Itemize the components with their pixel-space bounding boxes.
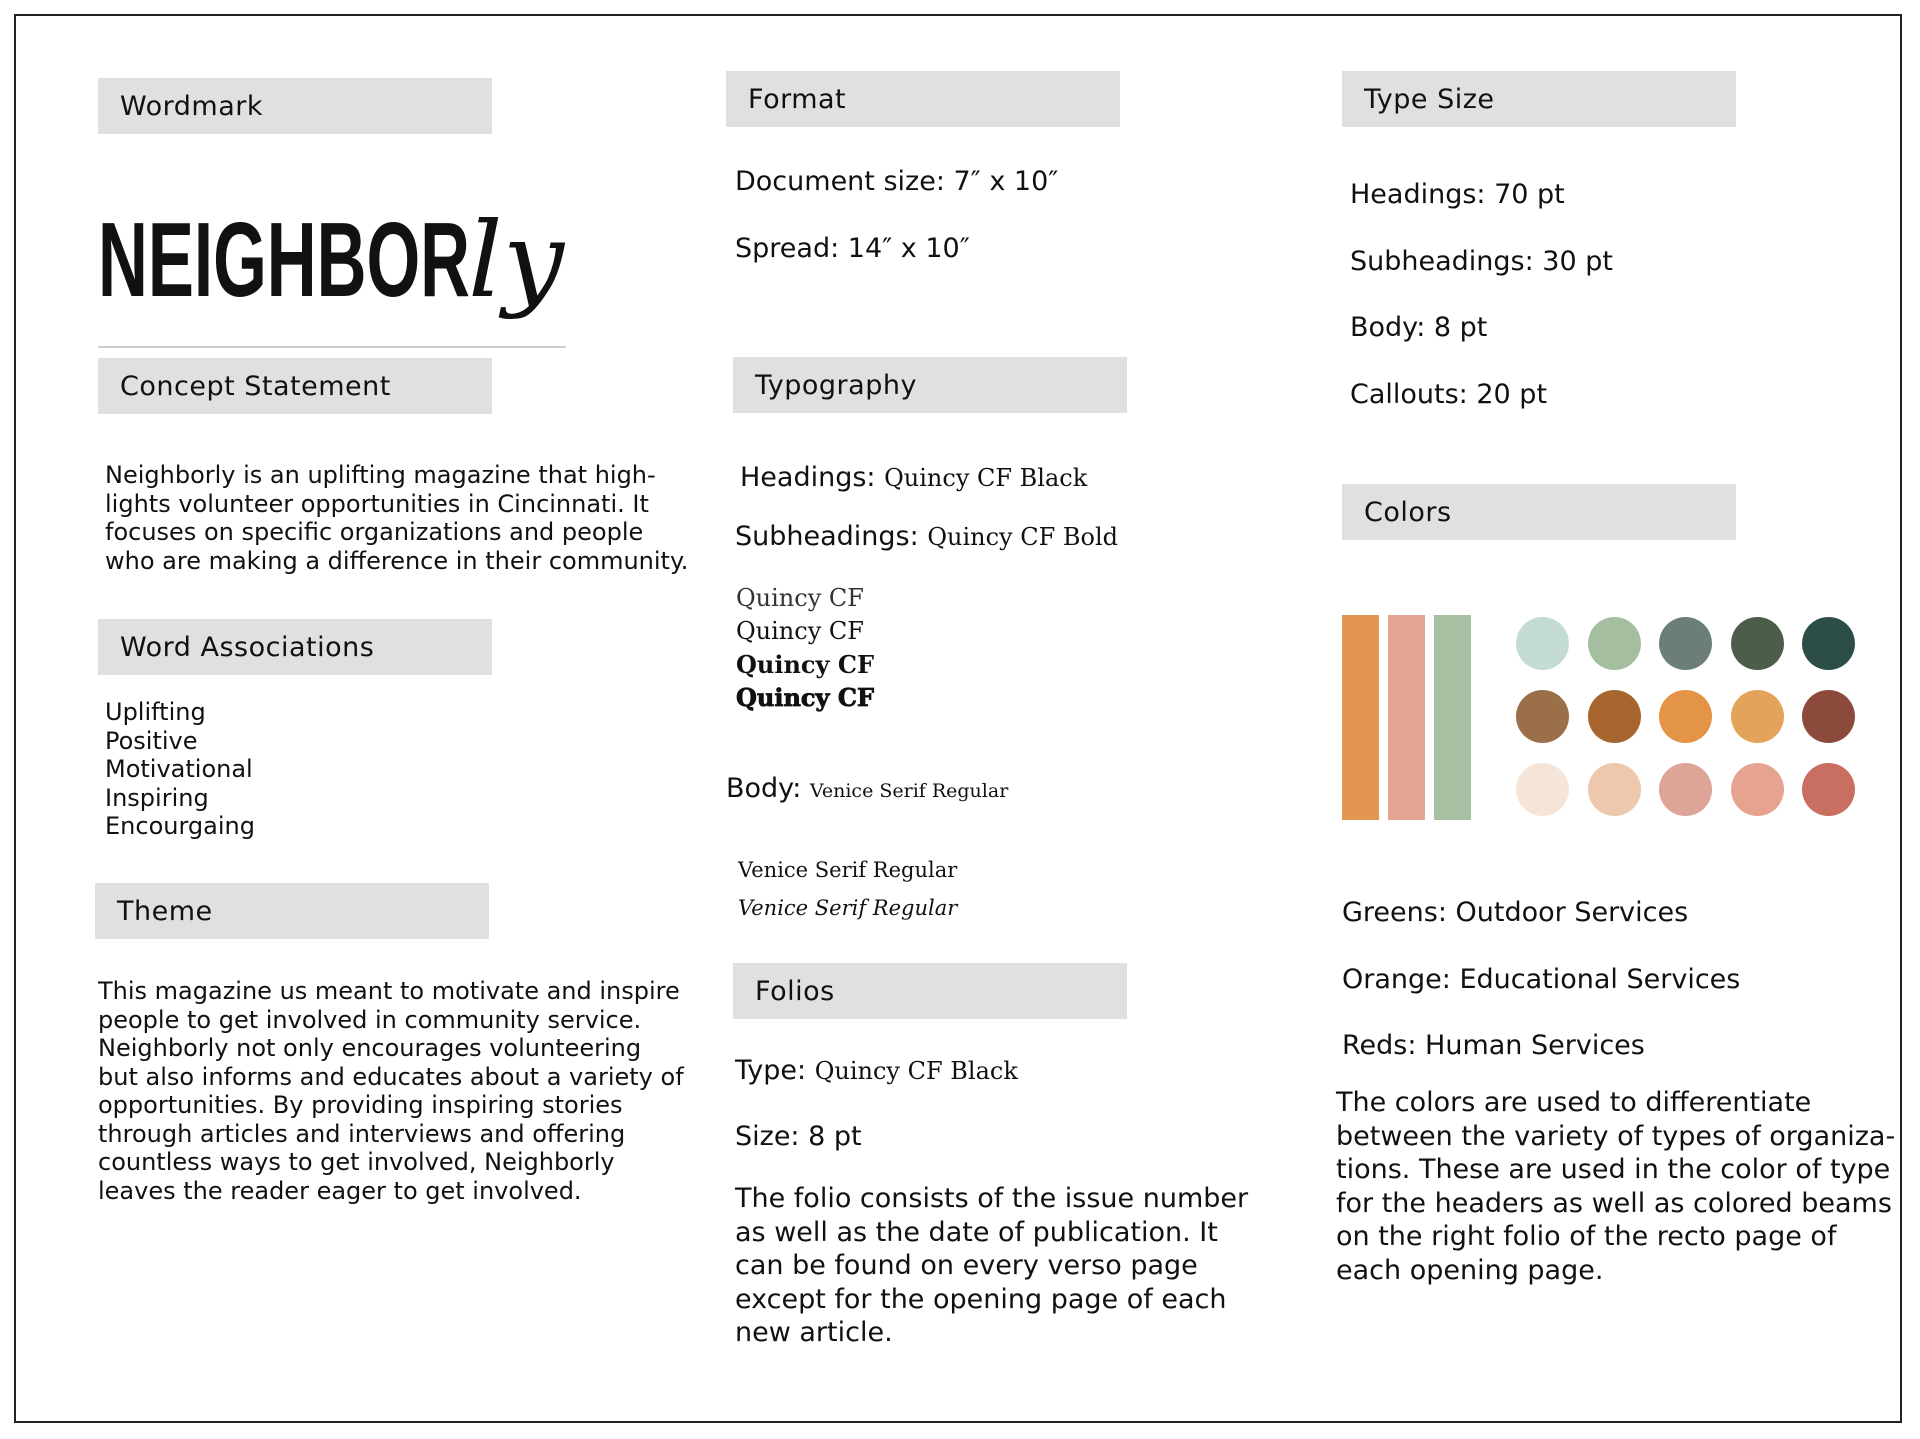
wordmark-header — [98, 78, 492, 134]
folio-line: can be found on every verso page — [735, 1250, 1198, 1281]
body-font: Venice Serif Regular — [809, 780, 1009, 802]
wordmark-main-text: NEIGHBOR — [98, 201, 470, 319]
theme-line: leaves the reader eager to get involved. — [98, 1176, 582, 1205]
theme-line: through articles and interviews and offering — [98, 1119, 626, 1148]
color-meaning-reds: Reds: Human Services — [1342, 1030, 1645, 1061]
type-size-item: Body: 8 pt — [1350, 312, 1488, 343]
association-item: Encourgaing — [105, 812, 255, 840]
type-size-item: Headings: 70 pt — [1350, 179, 1565, 210]
folio-line: except for the opening page of each — [735, 1283, 1227, 1315]
folio-text — [735, 1182, 1248, 1350]
colors-line: between the variety of types of organiza- — [1336, 1120, 1896, 1152]
format-header — [726, 71, 1120, 127]
color-swatch — [1802, 763, 1855, 816]
theme-line: but also informs and educates about a variety of — [98, 1062, 684, 1091]
color-swatch — [1802, 617, 1855, 670]
color-swatch — [1659, 763, 1712, 816]
concept-line: lights volunteer opportunities in Cincinnati. It — [105, 489, 649, 518]
subheadings-font-line — [735, 523, 1118, 552]
wordmark-header-label: Wordmark — [120, 90, 263, 122]
word-associations-header — [98, 619, 492, 675]
subheadings-font: Quincy CF Bold — [927, 523, 1118, 551]
concept-line: focuses on specific organizations and people — [105, 518, 644, 546]
color-swatch — [1588, 690, 1641, 743]
color-swatch — [1516, 690, 1569, 743]
color-bar-pink — [1388, 615, 1425, 820]
color-swatch — [1731, 617, 1784, 670]
color-swatch — [1516, 763, 1569, 816]
folio-type-label: Type: — [735, 1055, 807, 1086]
folio-type-line — [735, 1057, 1018, 1086]
venice-sample-regular: Venice Serif Regular — [738, 858, 958, 882]
spread-size: Spread: 14″ x 10″ — [735, 233, 970, 264]
color-swatch — [1588, 617, 1641, 670]
body-label: Body: — [726, 773, 802, 804]
format-header-label: Format — [748, 83, 847, 115]
color-swatch — [1588, 763, 1641, 816]
folio-type-font: Quincy CF Black — [814, 1057, 1018, 1085]
folio-line: as well as the date of publication. It — [735, 1216, 1218, 1248]
color-swatch — [1802, 690, 1855, 743]
color-swatch — [1516, 617, 1569, 670]
color-meanings — [1342, 880, 1740, 1080]
color-swatch — [1731, 690, 1784, 743]
colors-line: tions. These are used in the color of type — [1336, 1154, 1891, 1185]
quincy-sample-regular: Quincy CF — [736, 617, 864, 645]
wordmark-script-text: ly — [468, 199, 566, 321]
headings-font: Quincy CF Black — [884, 464, 1088, 492]
quincy-samples — [736, 582, 874, 714]
document-size: Document size: 7″ x 10″ — [735, 166, 1059, 197]
colors-line: each opening page. — [1336, 1254, 1604, 1286]
colors-line: The colors are used to differentiate — [1336, 1087, 1812, 1118]
type-size-header — [1342, 71, 1736, 127]
folio-line: The folio consists of the issue number — [735, 1183, 1249, 1214]
folios-header-label: Folios — [755, 975, 835, 1007]
theme-text — [98, 977, 684, 1205]
word-associations-list — [105, 698, 255, 841]
typography-header — [733, 357, 1127, 413]
concept-line: who are making a difference in their community. — [105, 546, 689, 575]
wordmark-underline — [98, 346, 566, 348]
theme-header-label: Theme — [117, 895, 213, 927]
type-size-list — [1350, 162, 1613, 428]
association-item: Uplifting — [105, 698, 206, 726]
color-bar-green — [1434, 615, 1471, 820]
type-size-item: Callouts: 20 pt — [1350, 378, 1548, 410]
body-font-line — [726, 775, 1008, 806]
concept-statement-header — [98, 358, 492, 414]
colors-line: for the headers as well as colored beams — [1336, 1187, 1892, 1219]
subheadings-label: Subheadings: — [735, 521, 919, 552]
theme-header — [95, 883, 489, 939]
colors-header-label: Colors — [1364, 496, 1452, 528]
association-item: Motivational — [105, 755, 253, 783]
color-swatch — [1731, 763, 1784, 816]
headings-font-line — [740, 464, 1087, 493]
theme-line: people to get involved in community service. — [98, 1005, 642, 1034]
color-swatch — [1659, 617, 1712, 670]
venice-sample-italic: Venice Serif Regular — [738, 896, 958, 920]
colors-line: on the right folio of the recto page of — [1336, 1221, 1837, 1252]
headings-label: Headings: — [740, 462, 876, 493]
neighborly-wordmark — [98, 190, 568, 350]
color-meaning-greens: Greens: Outdoor Services — [1342, 897, 1689, 928]
folios-header — [733, 963, 1127, 1019]
theme-line: Neighborly not only encourages volunteering — [98, 1034, 642, 1062]
color-bar-orange — [1342, 615, 1379, 820]
quincy-sample-bold: Quincy CF — [736, 650, 874, 679]
associations-header-label: Word Associations — [120, 631, 375, 663]
folio-line: new article. — [735, 1317, 893, 1348]
concept-statement-text — [105, 461, 688, 575]
concept-line: Neighborly is an uplifting magazine that high- — [105, 461, 656, 489]
quincy-sample-light: Quincy CF — [736, 584, 864, 612]
quincy-sample-black: Quincy CF — [736, 683, 874, 712]
folio-size: Size: 8 pt — [735, 1121, 862, 1152]
color-meaning-orange: Orange: Educational Services — [1342, 963, 1741, 995]
color-swatch — [1659, 690, 1712, 743]
typography-header-label: Typography — [755, 369, 917, 401]
association-item: Positive — [105, 726, 198, 755]
association-item: Inspiring — [105, 783, 209, 812]
colors-header — [1342, 484, 1736, 540]
theme-line: countless ways to get involved, Neighborly — [98, 1148, 615, 1176]
theme-line: This magazine us meant to motivate and inspire — [98, 977, 680, 1005]
theme-line: opportunities. By providing inspiring stories — [98, 1091, 623, 1119]
concept-header-label: Concept Statement — [120, 370, 391, 402]
typesize-header-label: Type Size — [1364, 83, 1495, 115]
venice-samples — [738, 851, 957, 927]
colors-text — [1336, 1086, 1895, 1287]
type-size-item: Subheadings: 30 pt — [1350, 245, 1613, 277]
